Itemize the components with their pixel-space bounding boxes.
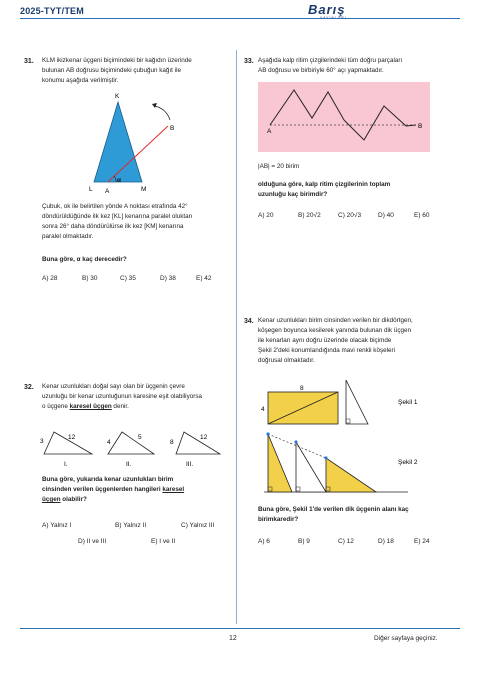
q32-question-line3-post: olabilir? [60,496,87,503]
header-title: 2025-TYT/TEM [20,6,84,16]
q32-intro-pre: o üçgene [42,403,70,410]
q31-label-k: K [115,93,120,100]
q34-question [258,505,463,525]
q32-tri3-label: III. [186,461,194,468]
q32-triangle-3 [176,432,220,454]
q34-intro-line4: Şekil 2'deki konumlandığında mavi renkli köşeleri [258,347,396,354]
q34-number: 34. [244,318,254,325]
q31-label-m: M [141,186,147,193]
q31-arrow-head [152,103,157,108]
q32-option-d[interactable]: D) II ve III [78,538,107,545]
q34-option-e[interactable]: E) 24 [414,538,430,545]
q31-body-line2: döndürüldüğünde ilk kez [KL] kenarına paralel oluktan [42,213,193,220]
q31-question: Buna göre, α kaç derecedir? [42,256,127,263]
q34-question-line2: birimkaredir? [258,516,299,523]
q31-label-alpha: α [117,177,121,184]
q34-option-c[interactable]: C) 12 [338,538,354,545]
q33-option-c[interactable]: C) 20√3 [338,212,362,219]
q34-option-a[interactable]: A) 6 [258,538,270,545]
q34-figures [258,380,458,500]
q32-tri1-side-a: 3 [40,438,44,445]
q31-label-b: B [170,125,175,132]
q32-option-a[interactable]: A) Yalnız I [42,522,72,529]
q31-intro [42,56,232,86]
q34-option-b[interactable]: B) 9 [298,538,310,545]
q31-intro-line1: KLM ikizkenar üçgeni biçimindeki bir kağıdın üzerinde [42,57,192,64]
q34-fig2-white-triangle [296,442,326,492]
footer-rule [20,628,460,629]
q31-option-e[interactable]: E) 42 [196,275,212,282]
q34-fig2-blue-vertex-2 [294,440,297,443]
q32-option-c[interactable]: C) Yalnız III [181,522,215,529]
q33-label-b: B [418,123,423,130]
column-divider [236,50,237,624]
q34-intro-line5: doğrusal olmaktadır. [258,357,315,364]
header-rule [20,18,460,19]
q31-option-a[interactable]: A) 28 [42,275,58,282]
q33-question-line2: uzunluğu kaç birimdir? [258,191,328,198]
q31-option-d[interactable]: D) 38 [160,275,176,282]
q32-question [42,475,234,505]
q32-question-line2-pre: cinsinden verilen üçgenlerden hangileri [42,486,163,493]
q31-rotation-arc [154,106,170,120]
q33-option-d[interactable]: D) 40 [378,212,394,219]
q34-fig1-width: 8 [300,385,304,392]
q31-option-c[interactable]: C) 35 [120,275,136,282]
q32-question-term1: karesel [162,486,185,493]
q32-option-e[interactable]: E) I ve II [151,538,176,545]
q31-intro-line3: konumu aşağıda verilmiştir. [42,77,119,84]
q34-fig2-blue-vertex-1 [266,432,269,435]
q34-intro-line1: Kenar uzunlukları birim cinsinden verilen bir dikdörtgen, [258,317,413,324]
q32-question-line1: Buna göre, yukarıda kenar uzunlukları birim [42,476,174,483]
q34-intro-line2: köşegen boyunca kesilerek yanında bulunan dik üçgen [258,327,411,334]
q33-option-e[interactable]: E) 60 [414,212,430,219]
q33-question-line1: olduğuna göre, kalp ritim çizgilerinin toplam [258,181,391,188]
q33-option-b[interactable]: B) 20√2 [298,212,321,219]
q32-tri3-side-b: 12 [200,434,208,441]
q32-intro-line2: uzunluğu bir kenar uzunluğunun karesine eşit olabiliyorsa [42,393,202,400]
q32-question-line3 [42,495,234,505]
q31-body-line4: paralel olmaktadır. [42,233,94,240]
q32-question-term2: üçgen [42,496,61,503]
q31-body [42,202,232,242]
publisher-logo: Barış [308,2,346,17]
q32-intro [42,382,234,412]
q32-triangles [36,424,236,472]
q34-fig2-yellow-triangle-1 [268,434,292,492]
q31-triangle-klm [94,102,142,182]
q32-option-b[interactable]: B) Yalnız II [115,522,147,529]
q33-background [258,82,430,152]
next-page-note: Diğer sayfaya geçiniz. [374,635,438,642]
q32-tri2-side-a: 4 [107,439,111,446]
q31-body-line3: sonra 26° daha döndürülürse ilk kez [KM] kenarına [42,223,184,230]
q32-tri2-label: II. [126,461,132,468]
q33-given: |AB| = 20 birim [258,163,300,170]
q33-option-a[interactable]: A) 20 [258,212,274,219]
q32-triangle-2 [108,432,154,454]
q33-intro-line1: Aşağıda kalp ritim çizgilerindeki tüm doğru parçaları [258,57,403,64]
q34-intro-line3: ile kenarları aynı doğru üzerinde olacak biçimde [258,337,392,344]
q32-intro-post: denir. [111,403,129,410]
q31-body-line1: Çubuk, ok ile belirtilen yönde A noktası etrafında 42° [42,203,188,210]
page-number: 12 [229,635,237,642]
q33-figure [258,82,430,152]
q34-fig1-label: Şekil 1 [398,399,418,406]
q31-figure [80,90,190,198]
q32-intro-line1: Kenar uzunlukları doğal sayı olan bir üçgenin çevre [42,383,185,390]
q32-tri1-side-b: 12 [68,434,76,441]
q32-term-karesel-ucgen: karesel üçgen [69,403,112,410]
q32-number: 32. [24,384,34,391]
q32-tri3-side-a: 8 [170,439,174,446]
q31-label-a: A [105,188,110,195]
q31-option-b[interactable]: B) 30 [82,275,98,282]
q34-fig2-yellow-triangle-2 [326,458,376,492]
q34-fig2-blue-vertex-3 [324,456,327,459]
q31-number: 31. [24,58,34,65]
q34-fig2-label: Şekil 2 [398,459,418,466]
q34-question-line1: Buna göre, Şekil 1'de verilen dik üçgenin alanı kaç [258,506,409,513]
q34-fig1-right-triangle [346,380,368,424]
q32-question-line2 [42,485,234,495]
q32-tri1-label: I. [64,461,68,468]
q34-intro [258,316,463,366]
q32-intro-line3 [42,402,234,412]
q34-option-d[interactable]: D) 18 [378,538,394,545]
q33-intro [258,56,458,76]
q33-intro-line2: AB doğrusu ve birbiriyle 60° açı yapmaktadır. [258,67,384,74]
q32-tri2-side-b: 5 [138,434,142,441]
q31-label-l: L [89,186,93,193]
q33-question [258,180,458,200]
q34-fig1-height: 4 [261,406,265,413]
q33-label-a: A [267,128,272,135]
q33-number: 33. [244,58,254,65]
q31-intro-line2: bulunan AB doğrusu biçimindeki çubuğun kağıt ile [42,67,181,74]
